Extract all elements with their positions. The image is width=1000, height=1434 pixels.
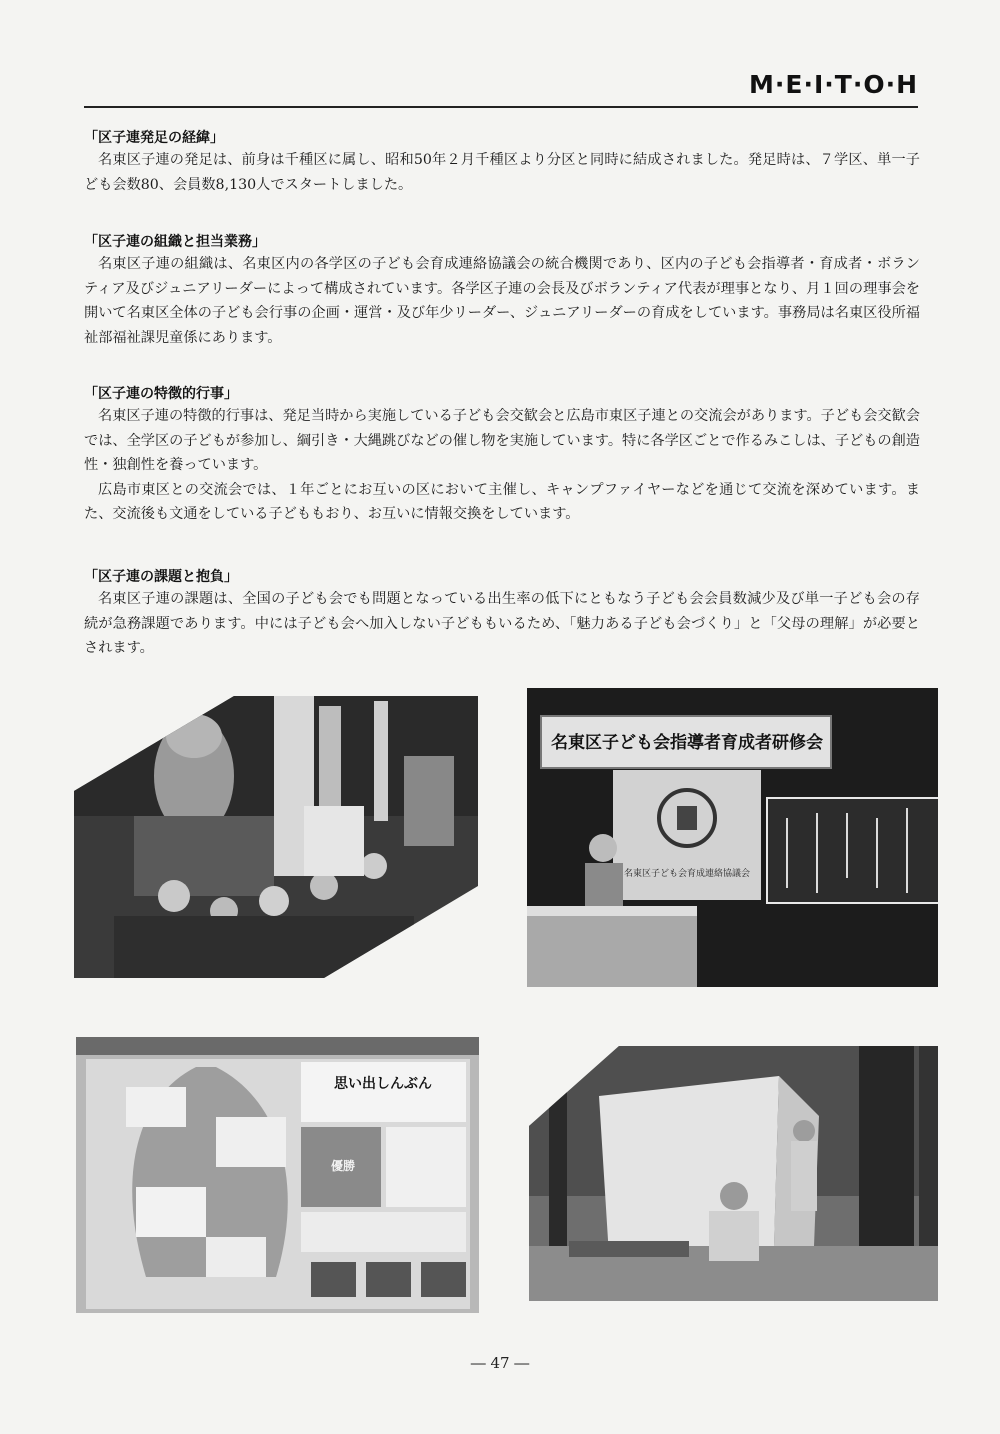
section-issues bbox=[84, 567, 920, 661]
section-paragraph: 名東区子連の課題は、全国の子ども会でも問題となっている出生率の低下にともなう子ども会会員数減少及び単一子ども会の存続が急務課題であります。中には子ども会へ加入しない子どももいるため、「魅力ある子ども会づくり」と「父母の理解」が必要とされます。 bbox=[84, 591, 920, 656]
tent-photo bbox=[529, 1046, 938, 1301]
board-prize-text: 優勝 bbox=[330, 1159, 355, 1173]
section-heading: 「区子連の組織と担当業務」 bbox=[84, 234, 266, 250]
section-heading: 「区子連発足の経緯」 bbox=[84, 130, 224, 146]
section-origin bbox=[84, 128, 920, 197]
festival-photo bbox=[74, 696, 478, 978]
section-paragraph: 名東区子連の特徴的行事は、発足当時から実施している子ども会交歓会と広島市東区子連との交流会があります。子ども会交歓会では、全学区の子どもが参加し、綱引き・大縄跳びなどの催し物を実施しています。特に各学区ごとで作るみこしは、子どもの創造性・独創性を養っています。 bbox=[84, 408, 920, 473]
lecture-banner-text: 名東区子ども会指導者育成者研修会 bbox=[551, 733, 823, 753]
page-number: ― 47 ― bbox=[470, 1354, 530, 1372]
section-paragraph: 広島市東区との交流会では、１年ごとにお互いの区において主催し、キャンプファイヤーなどを通じて交流を深めています。また、交流後も文通をしている子どももおり、お互いに情報交換をしています。 bbox=[84, 481, 920, 522]
bulletin-board-photo bbox=[76, 1037, 479, 1313]
section-paragraph: 名東区子連の発足は、前身は千種区に属し、昭和50年２月千種区より分区と同時に結成されました。発足時は、７学区、単一子ども会数80、会員数8,130人でスタートしました。 bbox=[84, 152, 920, 193]
lecture-photo bbox=[527, 688, 938, 987]
board-title-text: 思い出しんぶん bbox=[334, 1076, 432, 1092]
section-organization bbox=[84, 232, 920, 350]
brand-title: M·E·I·T·O·H bbox=[749, 70, 918, 99]
section-heading: 「区子連の特徴的行事」 bbox=[84, 386, 238, 402]
header-rule bbox=[84, 106, 918, 108]
section-events bbox=[84, 384, 920, 527]
lecture-flag-text: 名東区子ども会育成連絡協議会 bbox=[623, 869, 750, 879]
section-paragraph: 名東区子連の組織は、名東区内の各学区の子ども会育成連絡協議会の統合機関であり、区内の子ども会指導者・育成者・ボランティア及びジュニアリーダーによって構成されています。各学区子連の会長及びボランティア代表が理事となり、月１回の理事会を開いて名東区全体の子ども会行事の企画・運営・及び年少リーダー、ジュニアリーダーの育成をしています。事務局は名東区役所福祉部福祉課児童係にあります。 bbox=[84, 256, 920, 346]
section-heading: 「区子連の課題と抱負」 bbox=[84, 569, 238, 585]
